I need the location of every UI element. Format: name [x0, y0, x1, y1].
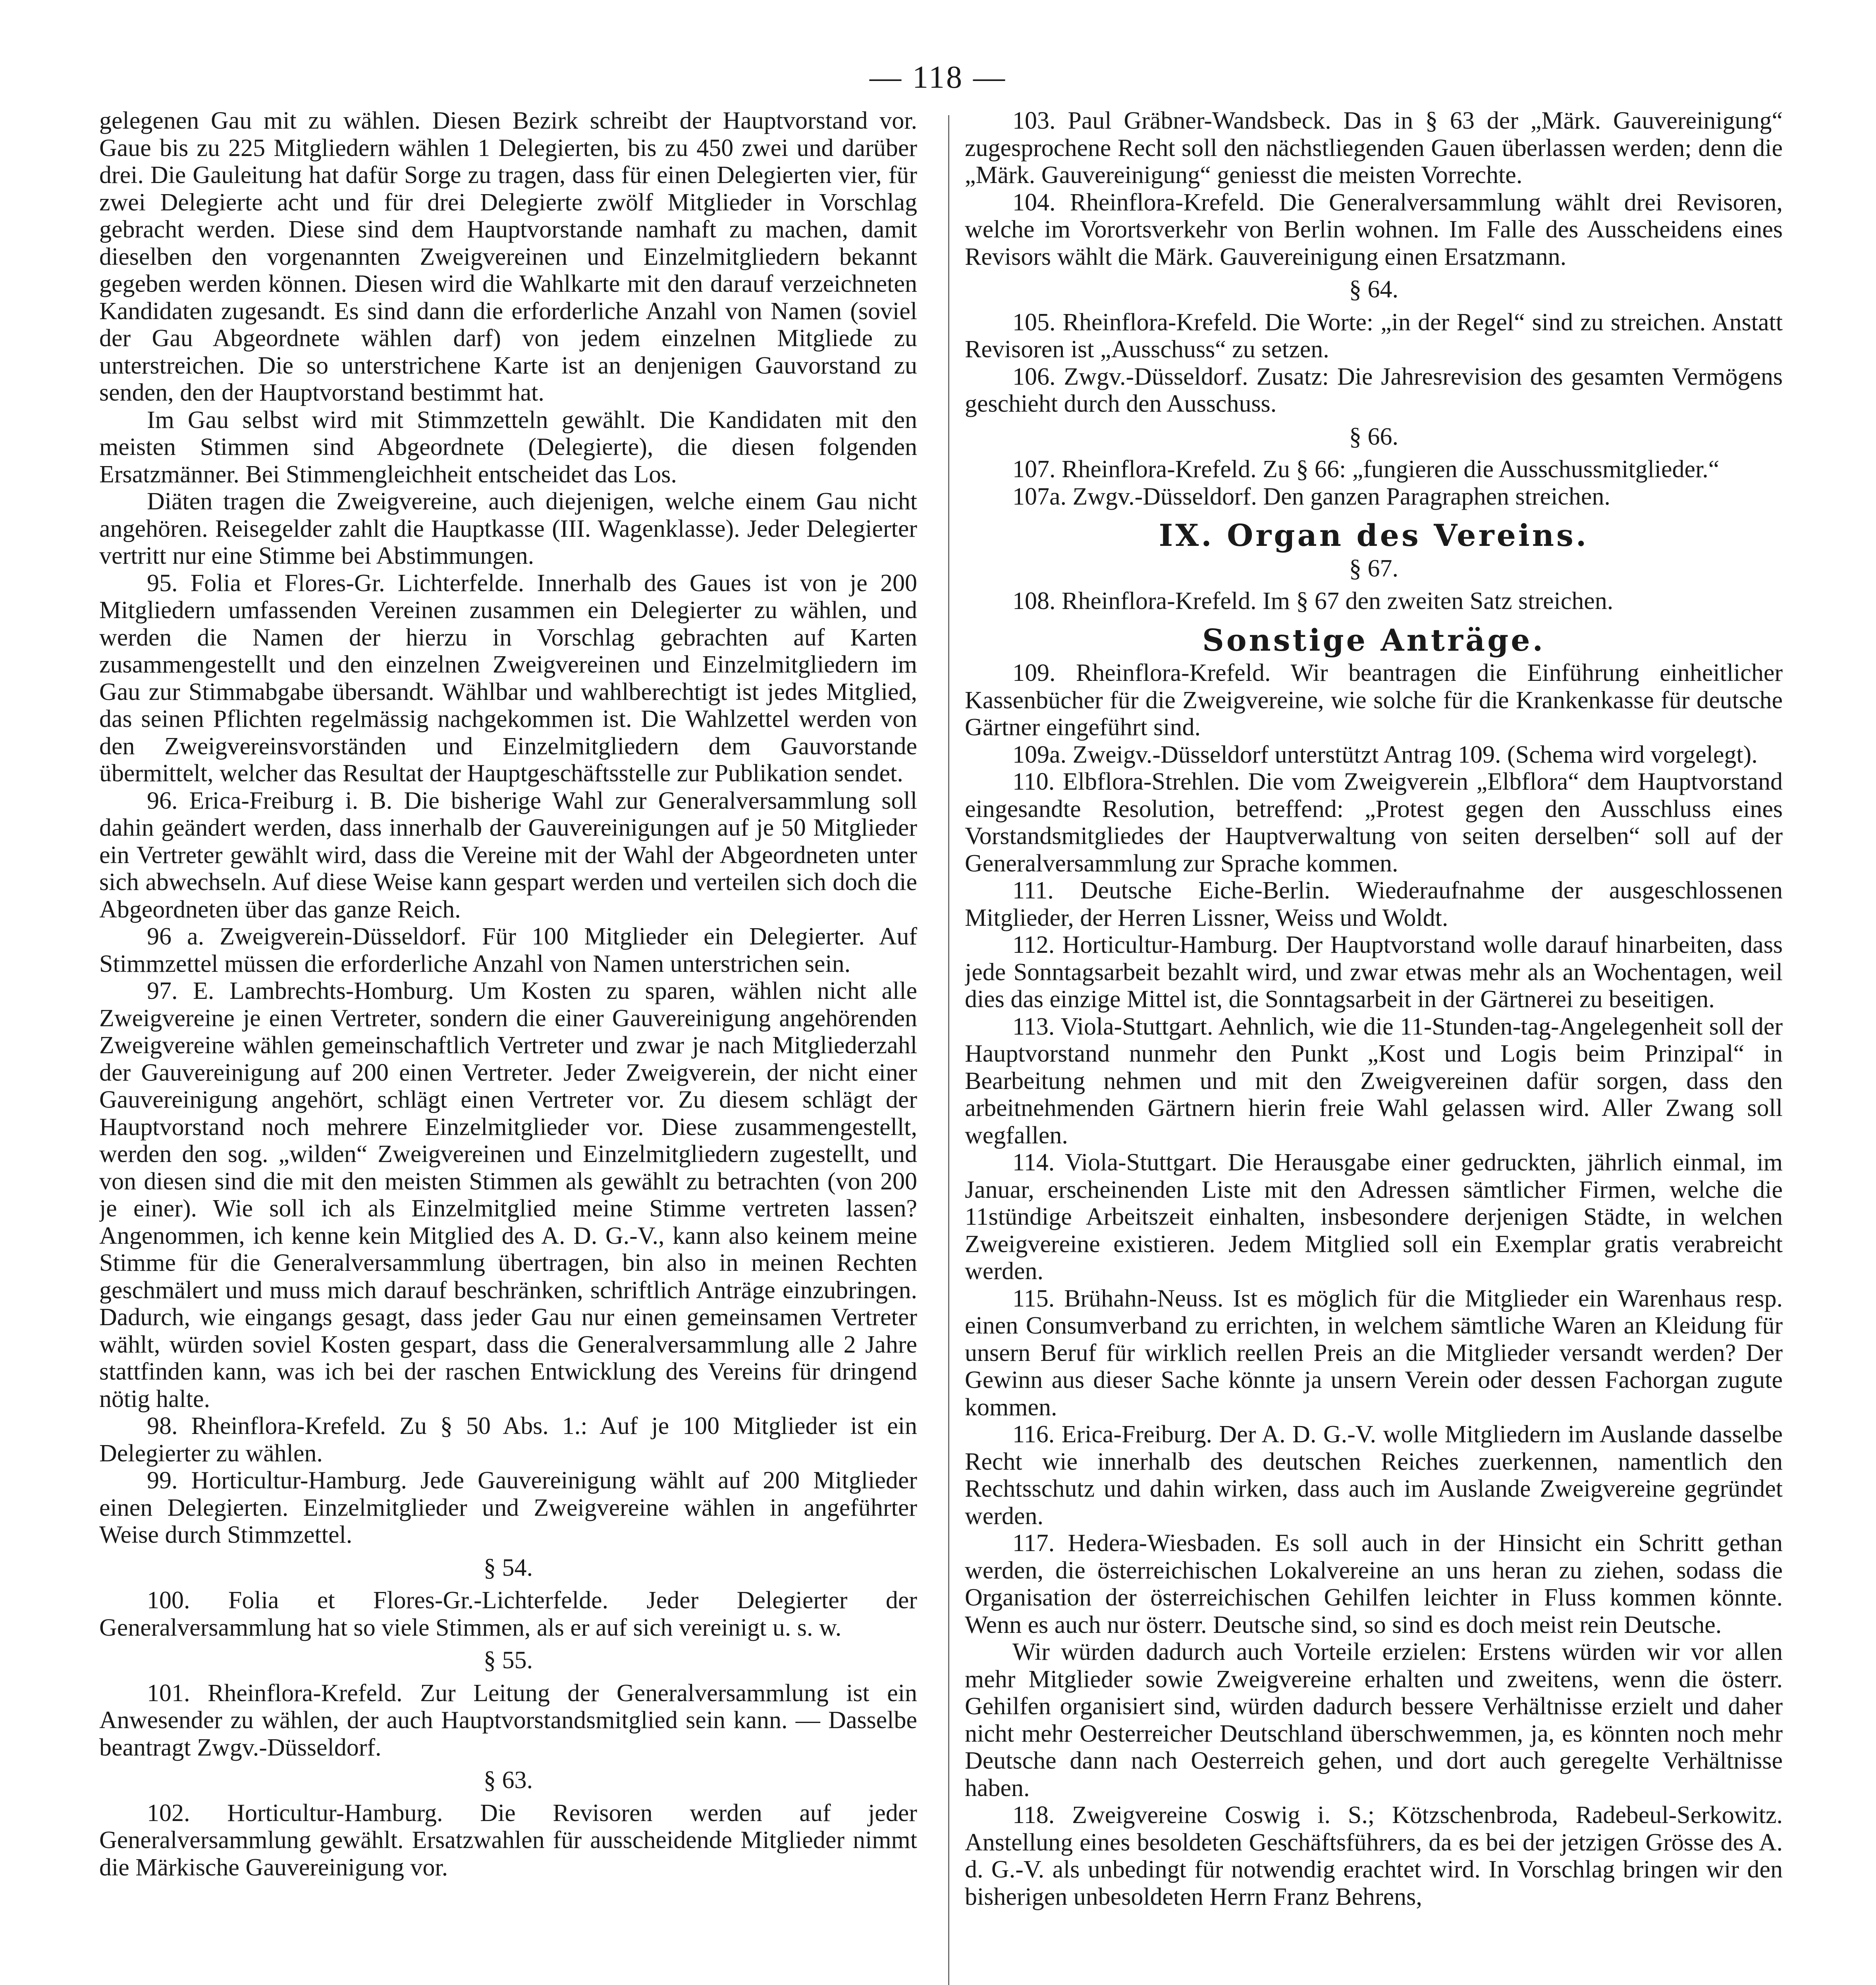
- paragraph-sign: § 67.: [1349, 555, 1398, 582]
- paragraph-sign: § 66.: [1349, 423, 1398, 450]
- right-paragraph: 113. Viola-Stuttgart. Aehnlich, wie die 11-Stunden-tag-Angelegenheit soll der Hauptvorstand nunmehr den Punkt „Kost und Logis beim Prinzipal“ in Bearbeitung nehmen und mit den Zweigvereinen dafür sorgen, dass den arbeitnehmenden Gärtnern hierin freie Wahl gelassen wird. Aller Zwang soll wegfallen.: [965, 1013, 1783, 1149]
- left-paragraph: Im Gau selbst wird mit Stimmzetteln gewählt. Die Kandidaten mit den meisten Stimmen sind Abgeordnete (Delegierte), die diesen folgenden Ersatzmänner. Bei Stimmengleichheit entscheidet das Los.: [99, 406, 917, 488]
- paragraph-sign: § 54.: [484, 1554, 533, 1581]
- right-paragraph: 107. Rheinflora-Krefeld. Zu § 66: „fungieren die Ausschussmitglieder.“: [1012, 456, 1720, 483]
- left-paragraph: 96. Erica-Freiburg i. B. Die bisherige Wahl zur Generalversammlung soll dahin geändert werden, dass innerhalb der Gauvereinigungen auf je 50 Mitglieder ein Vertreter gewählt wird, dass die Vereine mit der Wahl der Abgeordneten unter sich abwechseln. Auf diese Weise kann gespart werden und verteilen sich doch die Abgeordneten über das ganze Reich.: [99, 787, 917, 923]
- right-paragraph: 112. Horticultur-Hamburg. Der Hauptvorstand wolle darauf hinarbeiten, dass jede Sonntagsarbeit bezahlt wird, und zwar etwas mehr als an Wochentagen, weil dies das einzige Mittel ist, die Sonntagsarbeit in der Gärtnerei zu beseitigen.: [965, 931, 1783, 1013]
- paragraph-sign: § 63.: [484, 1767, 533, 1794]
- right-paragraph: 109a. Zweigv.-Düsseldorf unterstützt Antrag 109. (Schema wird vorgelegt).: [1012, 741, 1758, 768]
- left-paragraph: 102. Horticultur-Hamburg. Die Revisoren werden auf jeder Generalversammlung gewählt. Ersatzwahlen für ausscheidende Mitglieder nimmt die Märkische Gauvereinigung vor.: [99, 1799, 917, 1881]
- right-paragraph: 105. Rheinflora-Krefeld. Die Worte: „in der Regel“ sind zu streichen. Anstatt Revisoren ist „Ausschuss“ zu setzen.: [965, 308, 1783, 363]
- right-paragraph: 117. Hedera-Wiesbaden. Es soll auch in der Hinsicht ein Schritt gethan werden, die österreichischen Lokalvereine an uns heran zu ziehen, sodass die Organisation der österreichischen Gehilfen leichter in Fluss kommen könnte. Wenn es auch nur österr. Deutsche sind, so sind es doch meist rein Deutsche.: [965, 1530, 1783, 1638]
- right-paragraph: 110. Elbflora-Strehlen. Die vom Zweigverein „Elbflora“ dem Hauptvorstand eingesandte Resolution, betreffend: „Protest gegen den Ausschluss eines Vorstandsmitgliedes der Hauptverwaltung von seiten derselben“ soll auf der Generalversammlung zur Sprache kommen.: [965, 768, 1783, 877]
- right-column: [965, 107, 1783, 1985]
- right-paragraph: Wir würden dadurch auch Vorteile erzielen: Erstens würden wir vor allen mehr Mitglieder sowie Zweigvereine erhalten und zweitens, wenn die österr. Gehilfen organisiert sind, würden dadurch bessere Verhältnisse erzielt und daher nicht mehr Oesterreicher Deutschland überschwemmen, ja, es könnten noch mehr Deutsche dann nach Oesterreich gehen, und dort auch geregelte Verhältnisse haben.: [965, 1638, 1783, 1802]
- left-paragraph: 100. Folia et Flores-Gr.-Lichterfelde. Jeder Delegierter der Generalversammlung hat so viele Stimmen, als er auf sich vereinigt u. s. w.: [99, 1587, 917, 1641]
- right-paragraph: 107a. Zwgv.-Düsseldorf. Den ganzen Paragraphen streichen.: [1012, 483, 1610, 510]
- page-number: — 118 —: [869, 60, 1007, 95]
- left-paragraph: Diäten tragen die Zweigvereine, auch diejenigen, welche einem Gau nicht angehören. Reisegelder zahlt die Hauptkasse (III. Wagenklasse). Jeder Delegierter vertritt nur eine Stimme bei Abstimmungen.: [99, 488, 917, 569]
- section-heading: IX. Organ des Vereins.: [1159, 518, 1589, 553]
- left-paragraph: gelegenen Gau mit zu wählen. Diesen Bezirk schreibt der Hauptvorstand vor. Gaue bis zu 225 Mitgliedern wählen 1 Delegierten, bis zu 450 zwei und darüber drei. Die Gauleitung hat dafür Sorge zu tragen, dass für einen Delegierten vier, für zwei Delegierte acht und für drei Delegierte zwölf Mitglieder in Vorschlag gebracht werden. Diese sind dem Hauptvorstande namhaft zu machen, damit dieselben den vorgenannten Zweigvereinen und Einzelmitgliedern bekannt gegeben werden können. Diesen wird die Wahlkarte mit den darauf verzeichneten Kandidaten zugesandt. Es sind dann die erforderliche Anzahl von Namen (soviel der Gau Abgeordnete wählen darf) von jedem einzelnen Mitgliede zu unterstreichen. Die so unterstrichene Karte ist an denjenigen Gauvorstand zu senden, den der Hauptvorstand bestimmt hat.: [99, 107, 917, 406]
- section-heading: Sonstige Anträge.: [1202, 622, 1546, 658]
- left-paragraph: 99. Horticultur-Hamburg. Jede Gauvereinigung wählt auf 200 Mitglieder einen Delegierten. Einzelmitglieder und Zweigvereine wählen in angeführter Weise durch Stimmzettel.: [99, 1467, 917, 1548]
- left-paragraph: 95. Folia et Flores-Gr. Lichterfelde. Innerhalb des Gaues ist von je 200 Mitgliedern umfassenden Vereinen zusammen ein Delegierter zu wählen, und werden die Namen der hierzu in Vorschlag gebrachten auf Karten zusammengestellt und den einzelnen Zweigvereinen und Einzelmitgliedern im Gau zur Stimmabgabe übersandt. Wählbar und wahlberechtigt ist jedes Mitglied, das seinen Pflichten regelmässig nachgekommen ist. Die Wahlzettel werden von den Zweigvereinsvorständen und Einzelmitgliedern dem Gauvorstande übermittelt, welcher das Resultat der Hauptgeschäftsstelle zur Publikation sendet.: [99, 569, 917, 787]
- right-paragraph: 116. Erica-Freiburg. Der A. D. G.-V. wolle Mitgliedern im Auslande dasselbe Recht wie innerhalb des deutschen Reiches zuerkennen, namentlich den Rechtsschutz und dahin wirken, dass auch im Auslande Zweigvereine gegründet werden.: [965, 1421, 1783, 1530]
- right-paragraph: 103. Paul Gräbner-Wandsbeck. Das in § 63 der „Märk. Gauvereinigung“ zugesprochene Recht soll den nächstliegenden Gauen überlassen werden; denn die „Märk. Gauvereinigung“ geniesst die meisten Vorrechte.: [965, 107, 1783, 189]
- column-divider: [948, 115, 949, 1985]
- right-paragraph: 114. Viola-Stuttgart. Die Herausgabe einer gedruckten, jährlich einmal, im Januar, erscheinenden Liste mit den Adressen sämtlicher Firmen, welche die 11stündige Arbeitszeit einhalten, insbesondere derjenigen Städte, in welchen Zweigvereine existieren. Jedem Mitglied soll ein Exemplar gratis verabreicht werden.: [965, 1149, 1783, 1285]
- right-paragraph: 106. Zwgv.-Düsseldorf. Zusatz: Die Jahresrevision des gesamten Vermögens geschieht durch den Ausschuss.: [965, 363, 1783, 417]
- right-paragraph: 108. Rheinflora-Krefeld. Im § 67 den zweiten Satz streichen.: [1012, 588, 1614, 615]
- left-paragraph: 98. Rheinflora-Krefeld. Zu § 50 Abs. 1.: Auf je 100 Mitglieder ist ein Delegierter zu wählen.: [99, 1413, 917, 1467]
- right-paragraph: 104. Rheinflora-Krefeld. Die Generalversammlung wählt drei Revisoren, welche im Vorortsverkehr von Berlin wohnen. Im Falle des Ausscheidens eines Revisors wählt die Märk. Gauvereinigung einen Ersatzmann.: [965, 189, 1783, 270]
- right-paragraph: 109. Rheinflora-Krefeld. Wir beantragen die Einführung einheitlicher Kassenbücher für die Zweigvereine, wie solche für die Krankenkasse für deutsche Gärtner eingeführt sind.: [965, 659, 1783, 741]
- left-paragraph: 101. Rheinflora-Krefeld. Zur Leitung der Generalversammlung ist ein Anwesender zu wählen, der auch Hauptvorstandsmitglied sein kann. — Dasselbe beantragt Zwgv.-Düsseldorf.: [99, 1679, 917, 1761]
- right-paragraph: 115. Brühahn-Neuss. Ist es möglich für die Mitglieder ein Warenhaus resp. einen Consumverband zu errichten, in welchem sämtliche Waren an Kleidung für unsern Beruf für wirklich reellen Preis an die Mitglieder versandt werden? Der Gewinn aus dieser Sache könnte ja unsern Verein oder dessen Fachorgan zugute kommen.: [965, 1285, 1783, 1421]
- right-paragraph: 111. Deutsche Eiche-Berlin. Wiederaufnahme der ausgeschlossenen Mitglieder, der Herren Lissner, Weiss und Woldt.: [965, 877, 1783, 931]
- right-paragraph: 118. Zweigvereine Coswig i. S.; Kötzschenbroda, Radebeul-Serkowitz. Anstellung eines besoldeten Geschäftsführers, da es bei der jetzigen Grösse des A. d. G.-V. als unbedingt für notwendig erachtet wird. In Vorschlag bringen wir den bisherigen unbesoldeten Herrn Franz Behrens,: [965, 1802, 1783, 1910]
- paragraph-sign: § 64.: [1349, 276, 1398, 303]
- paragraph-sign: § 55.: [484, 1647, 533, 1674]
- left-column: [99, 107, 917, 1985]
- left-paragraph: 97. E. Lambrechts-Homburg. Um Kosten zu sparen, wählen nicht alle Zweigvereine je einen Vertreter, sondern die einer Gauvereinigung angehörenden Zweigvereine wählen gemeinschaftlich Vertreter und zwar je nach Mitgliederzahl der Gauvereinigung auf 200 einen Vertreter. Jeder Zweigverein, der nicht einer Gauvereinigung angehört, schlägt einen Vertreter vor. Zu diesem schlägt der Hauptvorstand noch mehrere Einzelmitglieder vor. Diese zusammengestellt, werden den sog. „wilden“ Zweigvereinen und Einzelmitgliedern zugestellt, und von diesen sind die mit den meisten Stimmen als gewählt zu betrachten (von 200 je einer). Wie soll ich als Einzelmitglied meine Stimme vertreten lassen? Angenommen, ich kenne kein Mitglied des A. D. G.-V., kann also keinem meine Stimme für die Generalversammlung übertragen, bin also in meinen Rechten geschmälert und muss mich darauf beschränken, schriftlich Anträge einzubringen. Dadurch, wie eingangs gesagt, dass jeder Gau nur einen gemeinsamen Vertreter wählt, würden soviel Kosten gespart, dass die Generalversammlung alle 2 Jahre stattfinden kann, was ich bei der raschen Entwicklung des Vereins für dringend nötig halte.: [99, 977, 917, 1413]
- left-paragraph: 96 a. Zweigverein-Düsseldorf. Für 100 Mitglieder ein Delegierter. Auf Stimmzettel müssen die erforderliche Anzahl von Namen unterstrichen sein.: [99, 923, 917, 977]
